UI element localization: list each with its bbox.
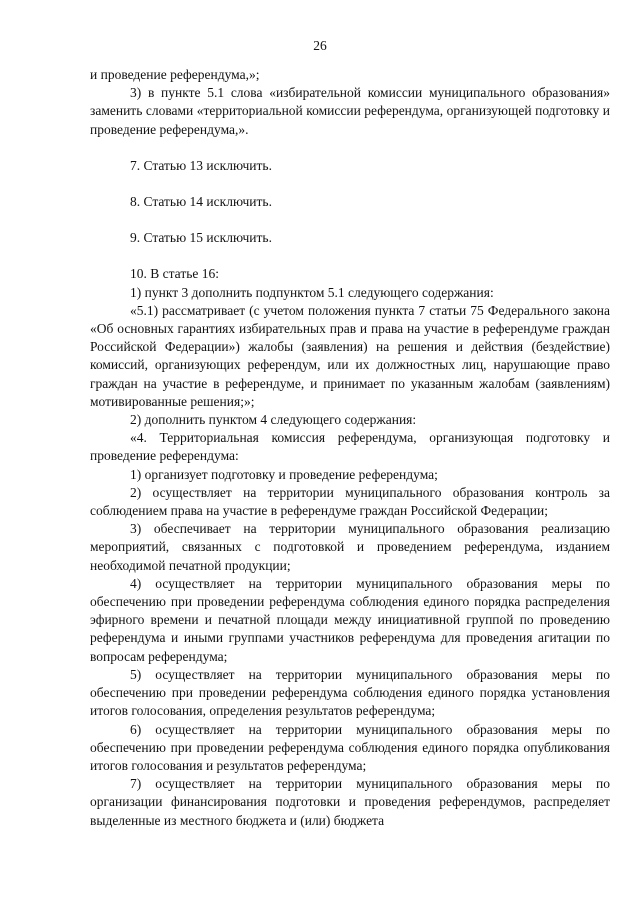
paragraph: 2) осуществляет на территории муниципального образования контроль за соблюдением права на участие в референдуме граждан Российской Федерации; xyxy=(90,484,610,519)
paragraph: 7) осуществляет на территории муниципального образования меры по организации финансирования подготовки и проведения референдумов, распределяет выделенные из местного бюджета и (или) бюджета xyxy=(90,776,610,828)
paragraph: 1) пункт 3 дополнить подпунктом 5.1 следующего содержания: xyxy=(130,284,494,300)
paragraph: 7. Статью 13 исключить. xyxy=(130,157,272,173)
document-body xyxy=(90,66,610,830)
paragraph: «5.1) рассматривает (с учетом положения пункта 7 статьи 75 Федерального закона «Об основных гарантиях избирательных прав и права на участие в референдуме граждан Российской Федерации») жалобы (заявления) на решения и действия (бездействие) комиссий, организующих референдум, или их должностных лиц, нарушающие право граждан на участие в референдуме, и принимает по указанным жалобам (заявлениям) мотивированные решения;»; xyxy=(90,302,610,409)
paragraph: 9. Статью 15 исключить. xyxy=(130,230,272,246)
paragraph: 2) дополнить пунктом 4 следующего содержания: xyxy=(130,412,417,428)
paragraph: 3) обеспечивает на территории муниципального образования реализацию мероприятий, связанных с подготовкой и проведением референдума, изданием необходимой печатной продукции; xyxy=(90,521,610,573)
paragraph: 8. Статью 14 исключить. xyxy=(130,194,272,210)
paragraph: и проведение референдума,»; xyxy=(90,67,260,82)
paragraph: 1) организует подготовку и проведение референдума; xyxy=(130,466,438,482)
page-number: 26 xyxy=(313,38,327,53)
paragraph: 6) осуществляет на территории муниципального образования меры по обеспечению при проведении референдума соблюдения единого порядка опубликования итогов голосования и результатов референдума; xyxy=(90,721,610,773)
paragraph: «4. Территориальная комиссия референдума, организующая подготовку и проведение референдума: xyxy=(90,430,610,464)
paragraph: 3) в пункте 5.1 слова «избирательной комиссии муниципального образования» заменить словами «территориальной комиссии референдума, организующей подготовку и проведение референдума,». xyxy=(90,85,610,137)
paragraph: 5) осуществляет на территории муниципального образования меры по обеспечению при проведении референдума соблюдения единого порядка установления итогов голосования, определения результатов референдума; xyxy=(90,666,610,719)
paragraph: 10. В статье 16: xyxy=(130,266,220,282)
paragraph: 4) осуществляет на территории муниципального образования меры по обеспечению при проведении референдума соблюдения единого порядка распределения эфирного времени и печатной площади между инициативной группой по проведению референдума и иными группами участников референдума для проведения агитации по вопросам референдума; xyxy=(90,575,610,664)
